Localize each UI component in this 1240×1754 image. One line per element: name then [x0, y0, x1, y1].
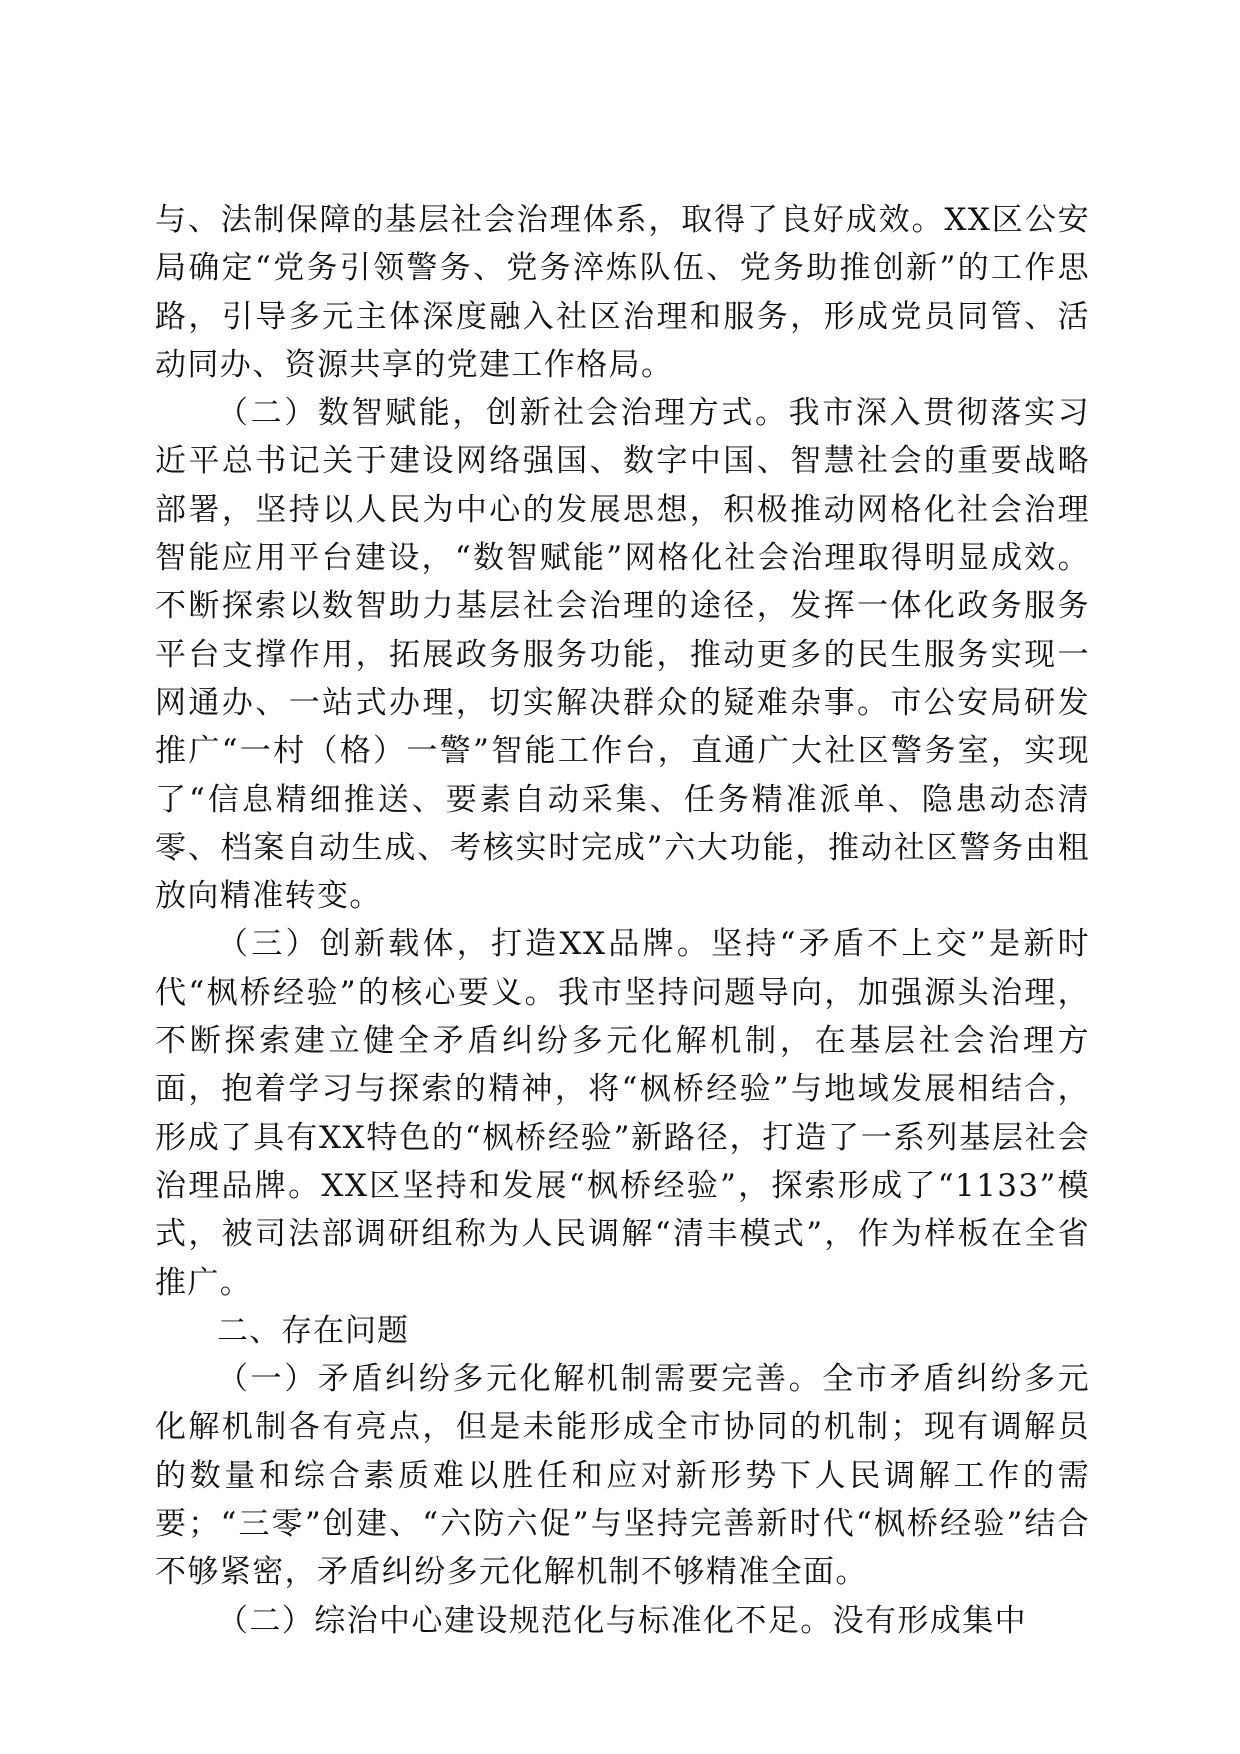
document-page: [155, 196, 1090, 1645]
paragraph-continuation: 与、法制保障的基层社会治理体系，取得了良好成效。XX区公安局确定“党务引领警务、党务淬炼队伍、党务助推创新”的工作思路，引导多元主体深度融入社区治理和服务，形成党员同管、活动同办、资源共享的党建工作格局。: [155, 202, 1090, 383]
paragraph-body: 全市矛盾纠纷多元化解机制各有亮点，但是未能形成全市协同的机制；现有调解员的数量和综合素质难以胜任和应对新形势下人民调解工作的需要；“三零”创建、“六防六促”与坚持完善新时代“枫桥经验”结合不够紧密，矛盾纠纷多元化解机制不够精准全面。: [155, 1361, 1090, 1591]
paragraph-dispute-resolution: [155, 1355, 1090, 1596]
paragraph-body: 坚持“矛盾不上交”是新时代“枫桥经验”的核心要义。我市坚持问题导向，加强源头治理，不断探索建立健全矛盾纠纷多元化解机制，在基层社会治理方面，抱着学习与探索的精神，将“枫桥经验”与地域发展相结合，形成了具有XX特色的“枫桥经验”新路径，打造了一系列基层社会治理品牌。XX区坚持和发展“枫桥经验”，探索形成了“1133”模式，被司法部调研组称为人民调解“清丰模式”，作为样板在全省推广。: [155, 926, 1091, 1301]
subheading-dispute-resolution: （一）矛盾纠纷多元化解机制需要完善。: [217, 1361, 823, 1398]
subheading-innovation-carrier: （三）创新载体，打造XX品牌。: [217, 926, 712, 963]
paragraph-body: 我市深入贯彻落实习近平总书记关于建设网络强国、数字中国、智慧社会的重要战略部署，坚持以人民为中心的发展思想，积极推动网格化社会治理智能应用平台建设，“数智赋能”网格化社会治理取得明显成效。不断探索以数智助力基层社会治理的途径，发挥一体化政务服务平台支撑作用，拓展政务服务功能，推动更多的民生服务实现一网通办、一站式办理，切实解决群众的疑难杂事。市公安局研发推广“一村（格）一警”智能工作台，直通广大社区警务室，实现了“信息精细推送、要素自动采集、任务精准派单、隐患动态清零、档案自动生成、考核实时完成”六大功能，推动社区警务由粗放向精准转变。: [155, 395, 1090, 915]
paragraph-innovation-carrier: [155, 920, 1090, 1306]
paragraph-governance-center: [155, 1597, 1090, 1645]
section-heading-existing-problems: 二、存在问题: [217, 1312, 409, 1349]
subheading-digital-empowerment: （二）数智赋能，创新社会治理方式。: [217, 395, 789, 432]
paragraph-digital-empowerment: [155, 389, 1090, 920]
subheading-governance-center: （二）综治中心建设规范化与标准化不足。: [217, 1602, 833, 1639]
paragraph-body: 没有形成集中: [832, 1602, 1028, 1639]
